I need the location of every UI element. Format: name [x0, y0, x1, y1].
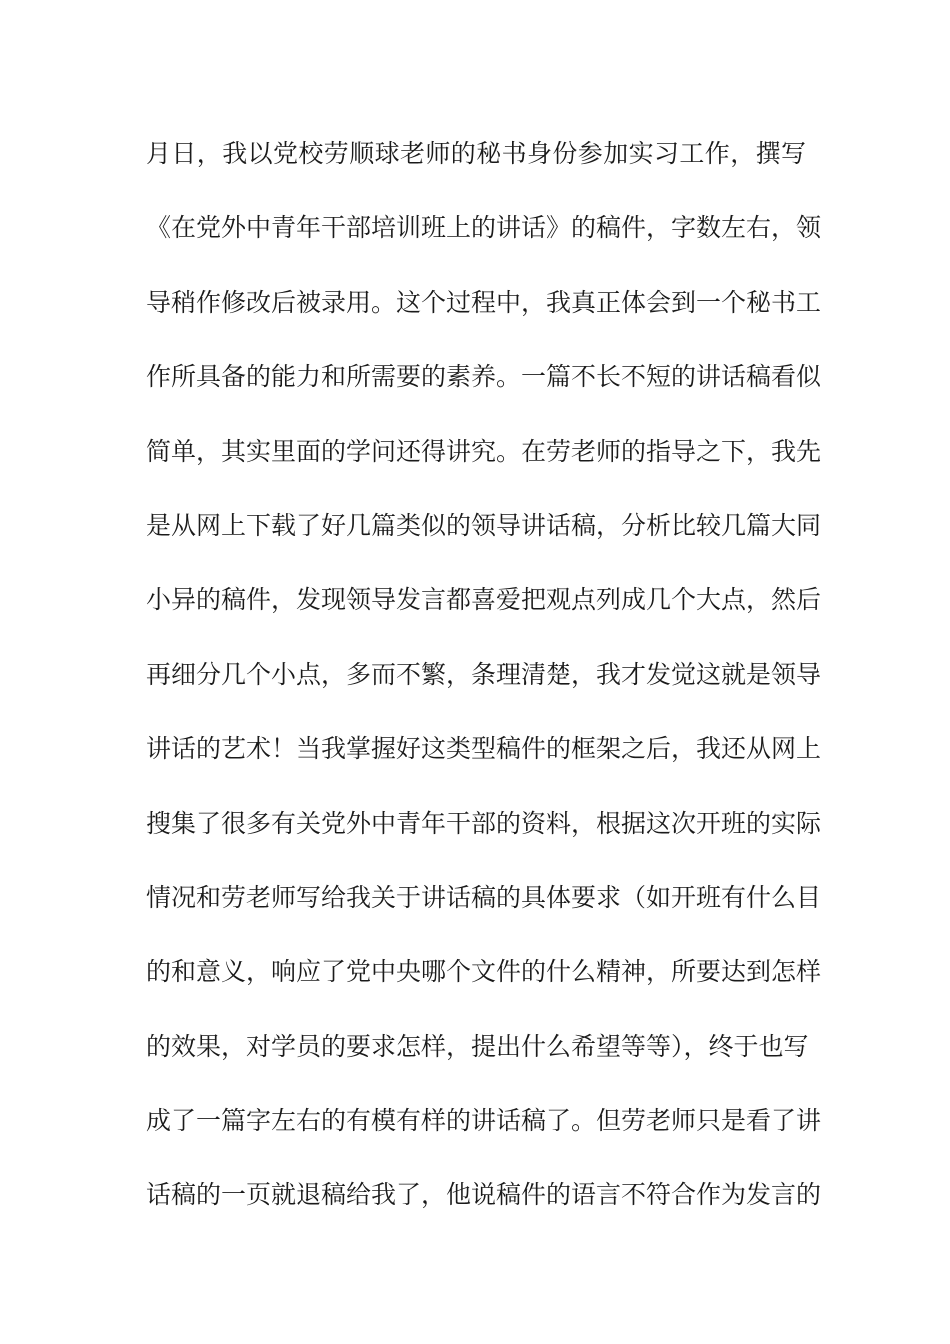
text-line: 《在党外中青年干部培训班上的讲话》的稿件，字数左右，领 [146, 213, 822, 243]
text-line: 情况和劳老师写给我关于讲话稿的具体要求（如开班有什么目 [146, 882, 822, 912]
text-line: 的效果，对学员的要求怎样，提出什么希望等等），终于也写 [146, 1031, 809, 1061]
body-paragraph [146, 129, 822, 1245]
text-line: 是从网上下载了好几篇类似的领导讲话稿，分析比较几篇大同 [146, 510, 822, 540]
text-line: 话稿的一页就退稿给我了，他说稿件的语言不符合作为发言的 [146, 1180, 822, 1210]
text-line: 讲话的艺术！当我掌握好这类型稿件的框架之后，我还从网上 [146, 734, 822, 764]
text-line: 导稍作修改后被录用。这个过程中，我真正体会到一个秘书工 [146, 287, 822, 317]
text-line: 再细分几个小点，多而不繁，条理清楚，我才发觉这就是领导 [146, 659, 822, 689]
text-line: 的和意义，响应了党中央哪个文件的什么精神，所要达到怎样 [146, 957, 822, 987]
text-line: 成了一篇字左右的有模有样的讲话稿了。但劳老师只是看了讲 [146, 1106, 822, 1136]
text-line: 简单，其实里面的学问还得讲究。在劳老师的指导之下，我先 [146, 436, 822, 466]
text-line: 作所具备的能力和所需要的素养。一篇不长不短的讲话稿看似 [146, 362, 822, 392]
text-line: 搜集了很多有关党外中青年干部的资料，根据这次开班的实际 [146, 808, 822, 838]
text-line: 小异的稿件，发现领导发言都喜爱把观点列成几个大点，然后 [146, 585, 822, 615]
text-line: 月日，我以党校劳顺球老师的秘书身份参加实习工作，撰写 [146, 139, 806, 168]
